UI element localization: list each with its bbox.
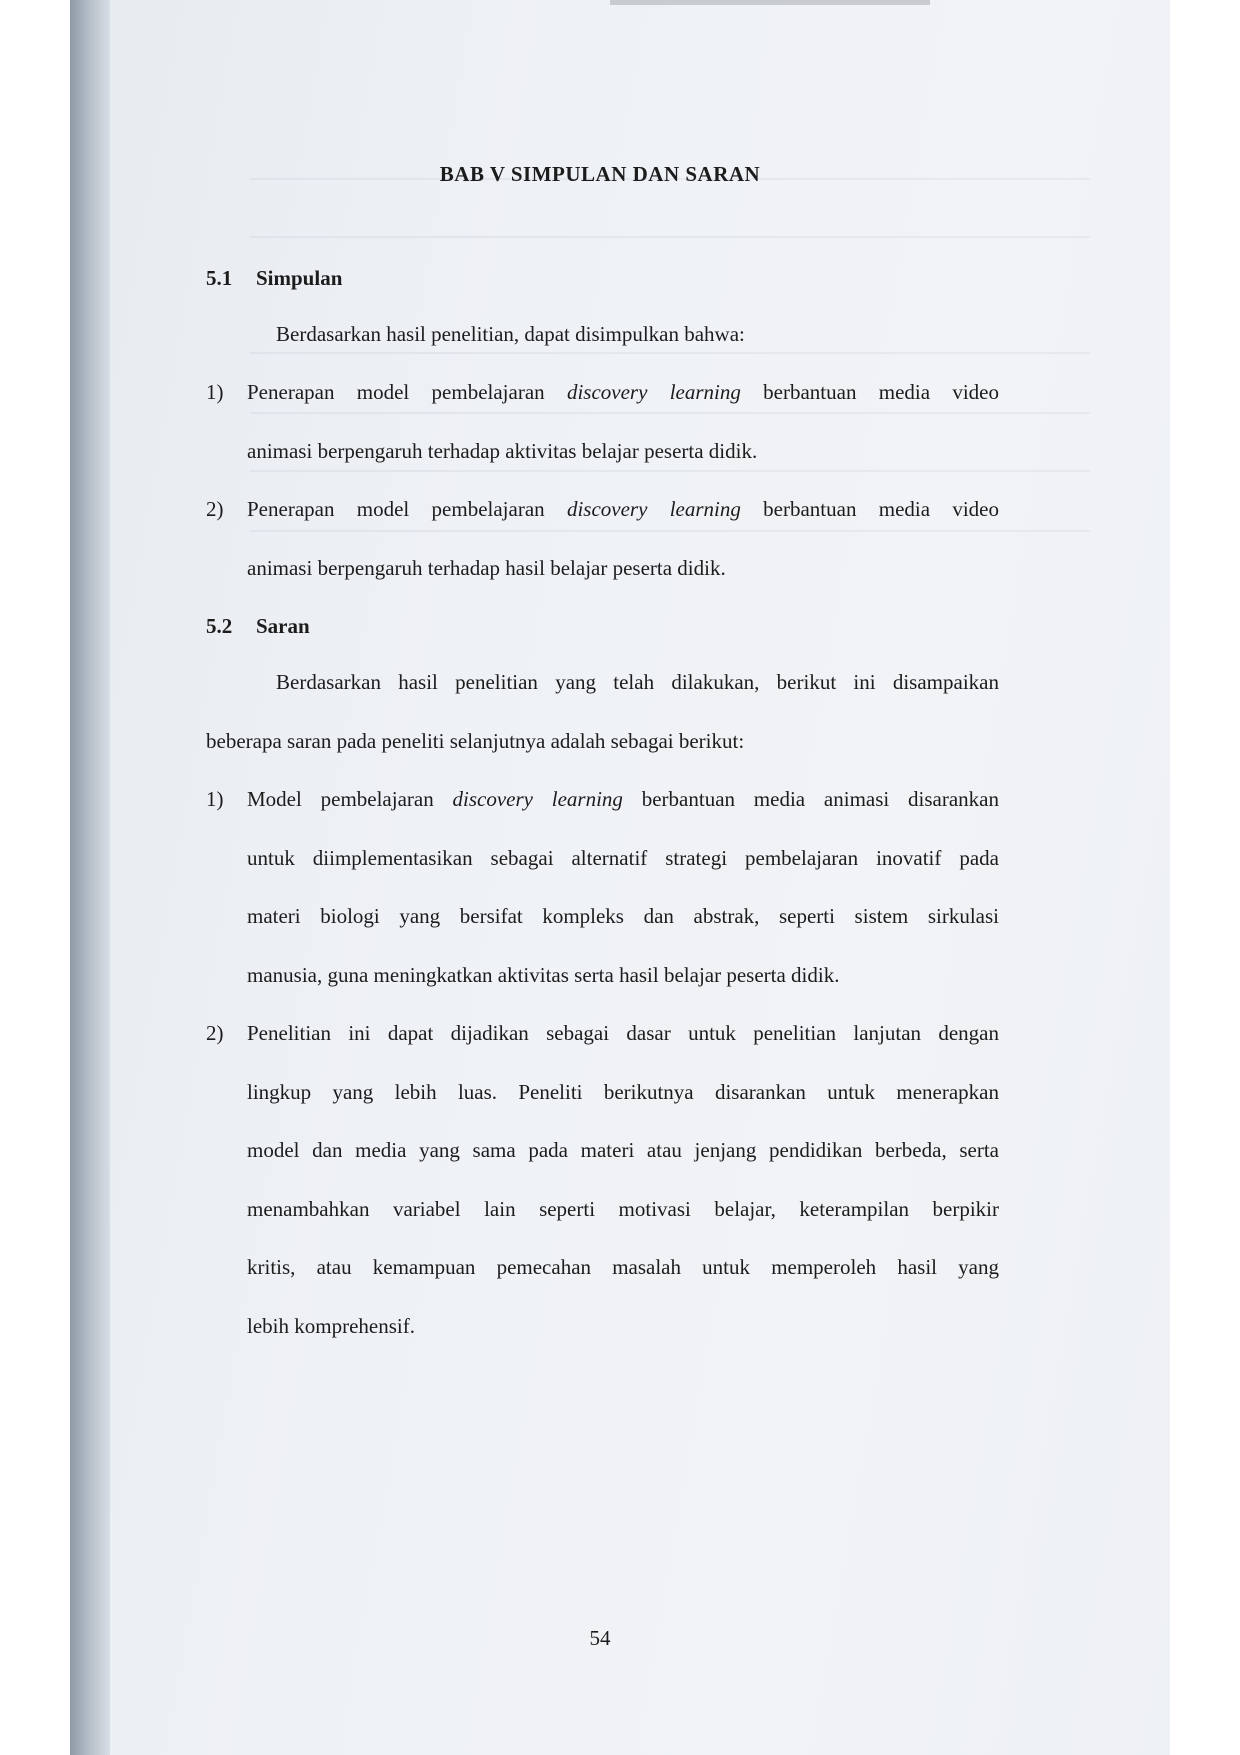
- list-marker: 1): [206, 380, 224, 404]
- simpulan-intro: Berdasarkan hasil penelitian, dapat disimpulkan bahwa:: [276, 322, 745, 346]
- binding-shadow: [70, 0, 110, 1755]
- list-item-line: animasi berpengaruh terhadap hasil belajar peserta didik.: [247, 556, 726, 580]
- section-heading-saran: [206, 614, 310, 639]
- list-item-line: untuk diimplementasikan sebagai alternatif strategi pembelajaran inovatif pada: [247, 846, 999, 870]
- list-item-line: lebih komprehensif.: [247, 1314, 415, 1338]
- emphasis-term: discovery learning: [566, 497, 741, 521]
- list-item-line: manusia, guna meningkatkan aktivitas serta hasil belajar peserta didik.: [247, 963, 840, 987]
- document-page: [70, 0, 1170, 1755]
- section-title: Saran: [256, 614, 310, 638]
- list-item-line: Penerapan model pembelajaran discovery learning berbantuan media video: [247, 380, 999, 404]
- list-marker: 2): [206, 497, 224, 521]
- show-through-line: [250, 470, 1090, 472]
- top-edge-shadow: [610, 0, 930, 5]
- show-through-line: [250, 412, 1090, 414]
- list-item-line: materi biologi yang bersifat kompleks dan abstrak, seperti sistem sirkulasi: [247, 904, 999, 928]
- section-number: 5.1: [206, 266, 233, 290]
- list-marker: 2): [206, 1021, 224, 1045]
- section-title: Simpulan: [256, 266, 343, 290]
- list-item-line: model dan media yang sama pada materi atau jenjang pendidikan berbeda, serta: [247, 1138, 999, 1162]
- list-item-line: Penerapan model pembelajaran discovery learning berbantuan media video: [247, 497, 999, 521]
- show-through-line: [250, 352, 1090, 354]
- section-number: 5.2: [206, 614, 233, 638]
- saran-intro-line: Berdasarkan hasil penelitian yang telah dilakukan, berikut ini disampaikan: [276, 670, 999, 694]
- list-marker: 1): [206, 787, 224, 811]
- emphasis-term: discovery learning: [452, 787, 623, 811]
- list-item-line: Model pembelajaran discovery learning berbantuan media animasi disarankan: [247, 787, 999, 811]
- list-item-line: kritis, atau kemampuan pemecahan masalah untuk memperoleh hasil yang: [247, 1255, 999, 1279]
- list-item-line: Penelitian ini dapat dijadikan sebagai dasar untuk penelitian lanjutan dengan: [247, 1021, 999, 1045]
- emphasis-term: discovery learning: [566, 380, 741, 404]
- list-item-line: lingkup yang lebih luas. Peneliti berikutnya disarankan untuk menerapkan: [247, 1080, 999, 1104]
- show-through-line: [250, 530, 1090, 532]
- saran-intro-line: beberapa saran pada peneliti selanjutnya adalah sebagai berikut:: [206, 729, 745, 753]
- section-heading-simpulan: [206, 266, 342, 291]
- page-number: 54: [589, 1626, 611, 1650]
- show-through-line: [250, 236, 1090, 238]
- list-item-line: animasi berpengaruh terhadap aktivitas belajar peserta didik.: [247, 439, 758, 463]
- chapter-title: BAB V SIMPULAN DAN SARAN: [439, 162, 761, 186]
- list-item-line: menambahkan variabel lain seperti motivasi belajar, keterampilan berpikir: [247, 1197, 999, 1221]
